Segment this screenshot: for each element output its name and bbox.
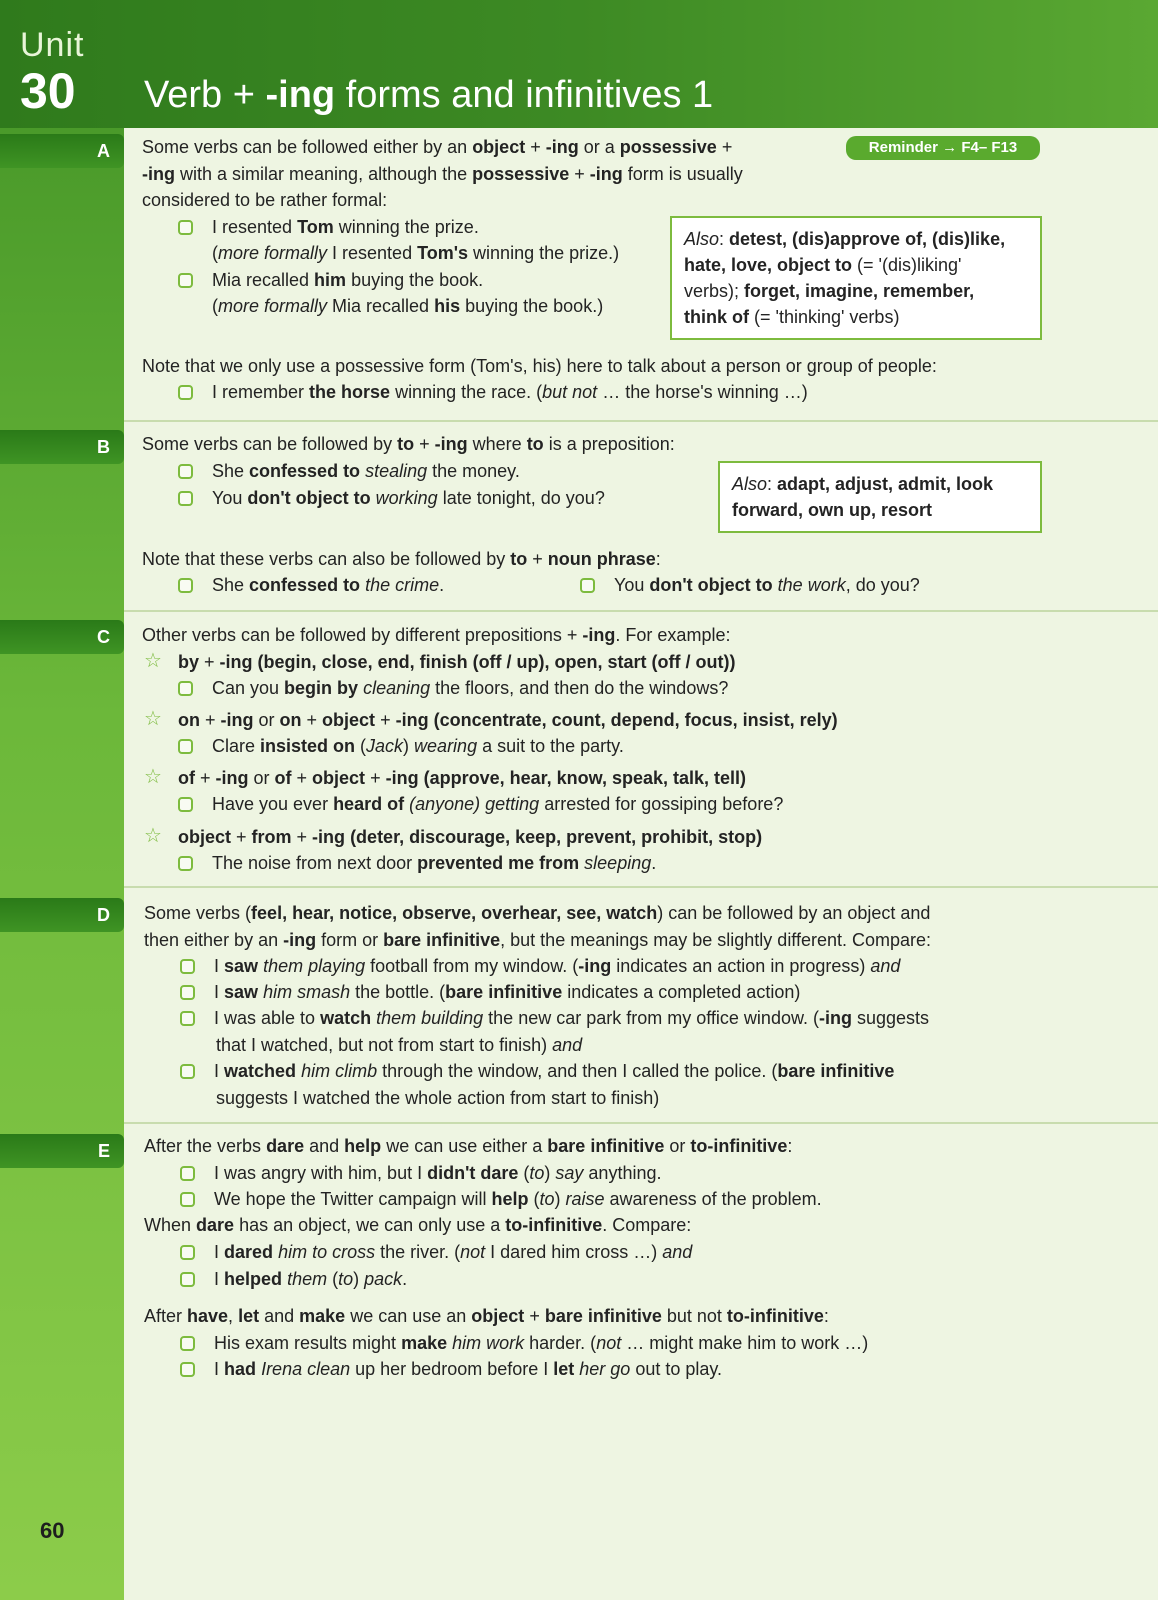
example-item: She confessed to stealing the money.	[178, 458, 520, 484]
star-icon: ☆	[144, 825, 162, 847]
reminder-badge[interactable]: Reminder → F4– F13	[846, 136, 1040, 160]
checkbox-bullet-icon	[180, 1336, 195, 1351]
section-b-intro: Some verbs can be followed by to + -ing where to is a preposition:	[142, 434, 675, 454]
section-e-intro: After the verbs dare and help we can use either a bare infinitive or to-infinitive:	[144, 1136, 793, 1156]
example-item: Clare insisted on (Jack) wearing a suit to the party.	[178, 733, 624, 759]
checkbox-bullet-icon	[580, 578, 595, 593]
unit-number: 30	[20, 63, 76, 119]
example-item: I remember the horse winning the race. (but not … the horse's winning …)	[178, 379, 808, 405]
section-tab-c: C	[0, 620, 124, 654]
also-box-b: Also: adapt, adjust, admit, look forward, own up, resort	[718, 461, 1042, 533]
example-continuation: that I watched, but not from start to finish) and	[216, 1035, 583, 1055]
checkbox-bullet-icon	[180, 959, 195, 974]
sidebar-strip	[0, 0, 128, 1600]
section-tab-e: E	[0, 1134, 124, 1168]
example-item: You don't object to the work, do you?	[580, 572, 920, 598]
checkbox-bullet-icon	[180, 1166, 195, 1181]
page-title: Verb + -ing forms and infinitives 1	[144, 74, 714, 116]
page-number: 60	[40, 1518, 65, 1543]
checkbox-bullet-icon	[178, 464, 193, 479]
checkbox-bullet-icon	[180, 1192, 195, 1207]
checkbox-bullet-icon	[180, 1064, 195, 1079]
section-a-intro-3: considered to be rather formal:	[142, 190, 388, 210]
checkbox-bullet-icon	[178, 273, 193, 288]
section-tab-b: B	[0, 430, 124, 464]
example-item: I watched him climb through the window, and then I called the police. (bare infinitive	[180, 1058, 894, 1084]
example-item: Mia recalled him buying the book.	[178, 267, 483, 293]
section-a-note: Note that we only use a possessive form (Tom's, his) here to talk about a person or group of people:	[142, 356, 937, 376]
example-item: We hope the Twitter campaign will help (to) raise awareness of the problem.	[180, 1186, 822, 1212]
checkbox-bullet-icon	[178, 856, 193, 871]
section-tab-d: D	[0, 898, 124, 932]
example-item: I dared him to cross the river. (not I dared him cross …) and	[180, 1239, 692, 1265]
example-item: Can you begin by cleaning the floors, and then do the windows?	[178, 675, 728, 701]
example-note: (more formally Mia recalled his buying the book.)	[212, 296, 604, 316]
section-a-intro-2: -ing with a similar meaning, although the possessive + -ing form is usually	[142, 164, 743, 184]
example-item: His exam results might make him work harder. (not … might make him to work …)	[180, 1330, 868, 1356]
example-item: The noise from next door prevented me from sleeping.	[178, 850, 656, 876]
example-item: I was able to watch them building the new car park from my office window. (-ing suggests	[180, 1005, 929, 1031]
also-box-a: Also: detest, (dis)approve of, (dis)like, hate, love, object to (= '(dis)liking' verbs); forget, imagine, remember, think of (= 'thinking' verbs)	[670, 216, 1042, 340]
page-header	[0, 0, 1158, 128]
example-item: You don't object to working late tonight, do you?	[178, 485, 605, 511]
example-item: I was angry with him, but I didn't dare (to) say anything.	[180, 1160, 661, 1186]
example-note: (more formally I resented Tom's winning the prize.)	[212, 243, 620, 263]
checkbox-bullet-icon	[178, 491, 193, 506]
checkbox-bullet-icon	[178, 385, 193, 400]
checkbox-bullet-icon	[180, 1272, 195, 1287]
example-item: Have you ever heard of (anyone) getting arrested for gossiping before?	[178, 791, 783, 817]
example-item: I saw them playing football from my window. (-ing indicates an action in progress) and	[180, 953, 900, 979]
example-item: I resented Tom winning the prize.	[178, 214, 479, 240]
checkbox-bullet-icon	[178, 578, 193, 593]
checkbox-bullet-icon	[178, 220, 193, 235]
example-item: I saw him smash the bottle. (bare infinitive indicates a completed action)	[180, 979, 800, 1005]
checkbox-bullet-icon	[180, 1362, 195, 1377]
example-item: I helped them (to) pack.	[180, 1266, 407, 1292]
star-icon: ☆	[144, 650, 162, 672]
checkbox-bullet-icon	[180, 985, 195, 1000]
star-icon: ☆	[144, 766, 162, 788]
rule-of: ☆ of + -ing or of + object + -ing (approve, hear, know, speak, talk, tell)	[144, 766, 747, 788]
section-b-note: Note that these verbs can also be followed by to + noun phrase:	[142, 549, 661, 569]
example-item: I had Irena clean up her bedroom before I let her go out to play.	[180, 1356, 722, 1382]
checkbox-bullet-icon	[180, 1245, 195, 1260]
section-e-note-1: When dare has an object, we can only use a to-infinitive. Compare:	[144, 1215, 692, 1235]
checkbox-bullet-icon	[178, 681, 193, 696]
section-d-intro-2: then either by an -ing form or bare infinitive, but the meanings may be slightly different. Compare:	[144, 930, 932, 950]
checkbox-bullet-icon	[178, 739, 193, 754]
example-item: She confessed to the crime.	[178, 572, 444, 598]
section-a-intro-1: Some verbs can be followed either by an object + -ing or a possessive +	[142, 137, 733, 157]
section-tab-a: A	[0, 134, 124, 168]
unit-label: Unit	[20, 26, 85, 64]
checkbox-bullet-icon	[178, 797, 193, 812]
checkbox-bullet-icon	[180, 1011, 195, 1026]
star-icon: ☆	[144, 708, 162, 730]
rule-on: ☆ on + -ing or on + object + -ing (concentrate, count, depend, focus, insist, rely)	[144, 708, 838, 730]
section-d-intro-1: Some verbs (feel, hear, notice, observe, overhear, see, watch) can be followed by an object and	[144, 903, 931, 923]
example-continuation: suggests I watched the whole action from start to finish)	[216, 1088, 660, 1108]
section-c-intro: Other verbs can be followed by different prepositions + -ing. For example:	[142, 625, 731, 645]
section-e-note-2: After have, let and make we can use an object + bare infinitive but not to-infinitive:	[144, 1306, 829, 1326]
rule-from: ☆ object + from + -ing (deter, discourage, keep, prevent, prohibit, stop)	[144, 825, 763, 847]
rule-by: ☆ by + -ing (begin, close, end, finish (off / up), open, start (off / out))	[144, 650, 736, 672]
